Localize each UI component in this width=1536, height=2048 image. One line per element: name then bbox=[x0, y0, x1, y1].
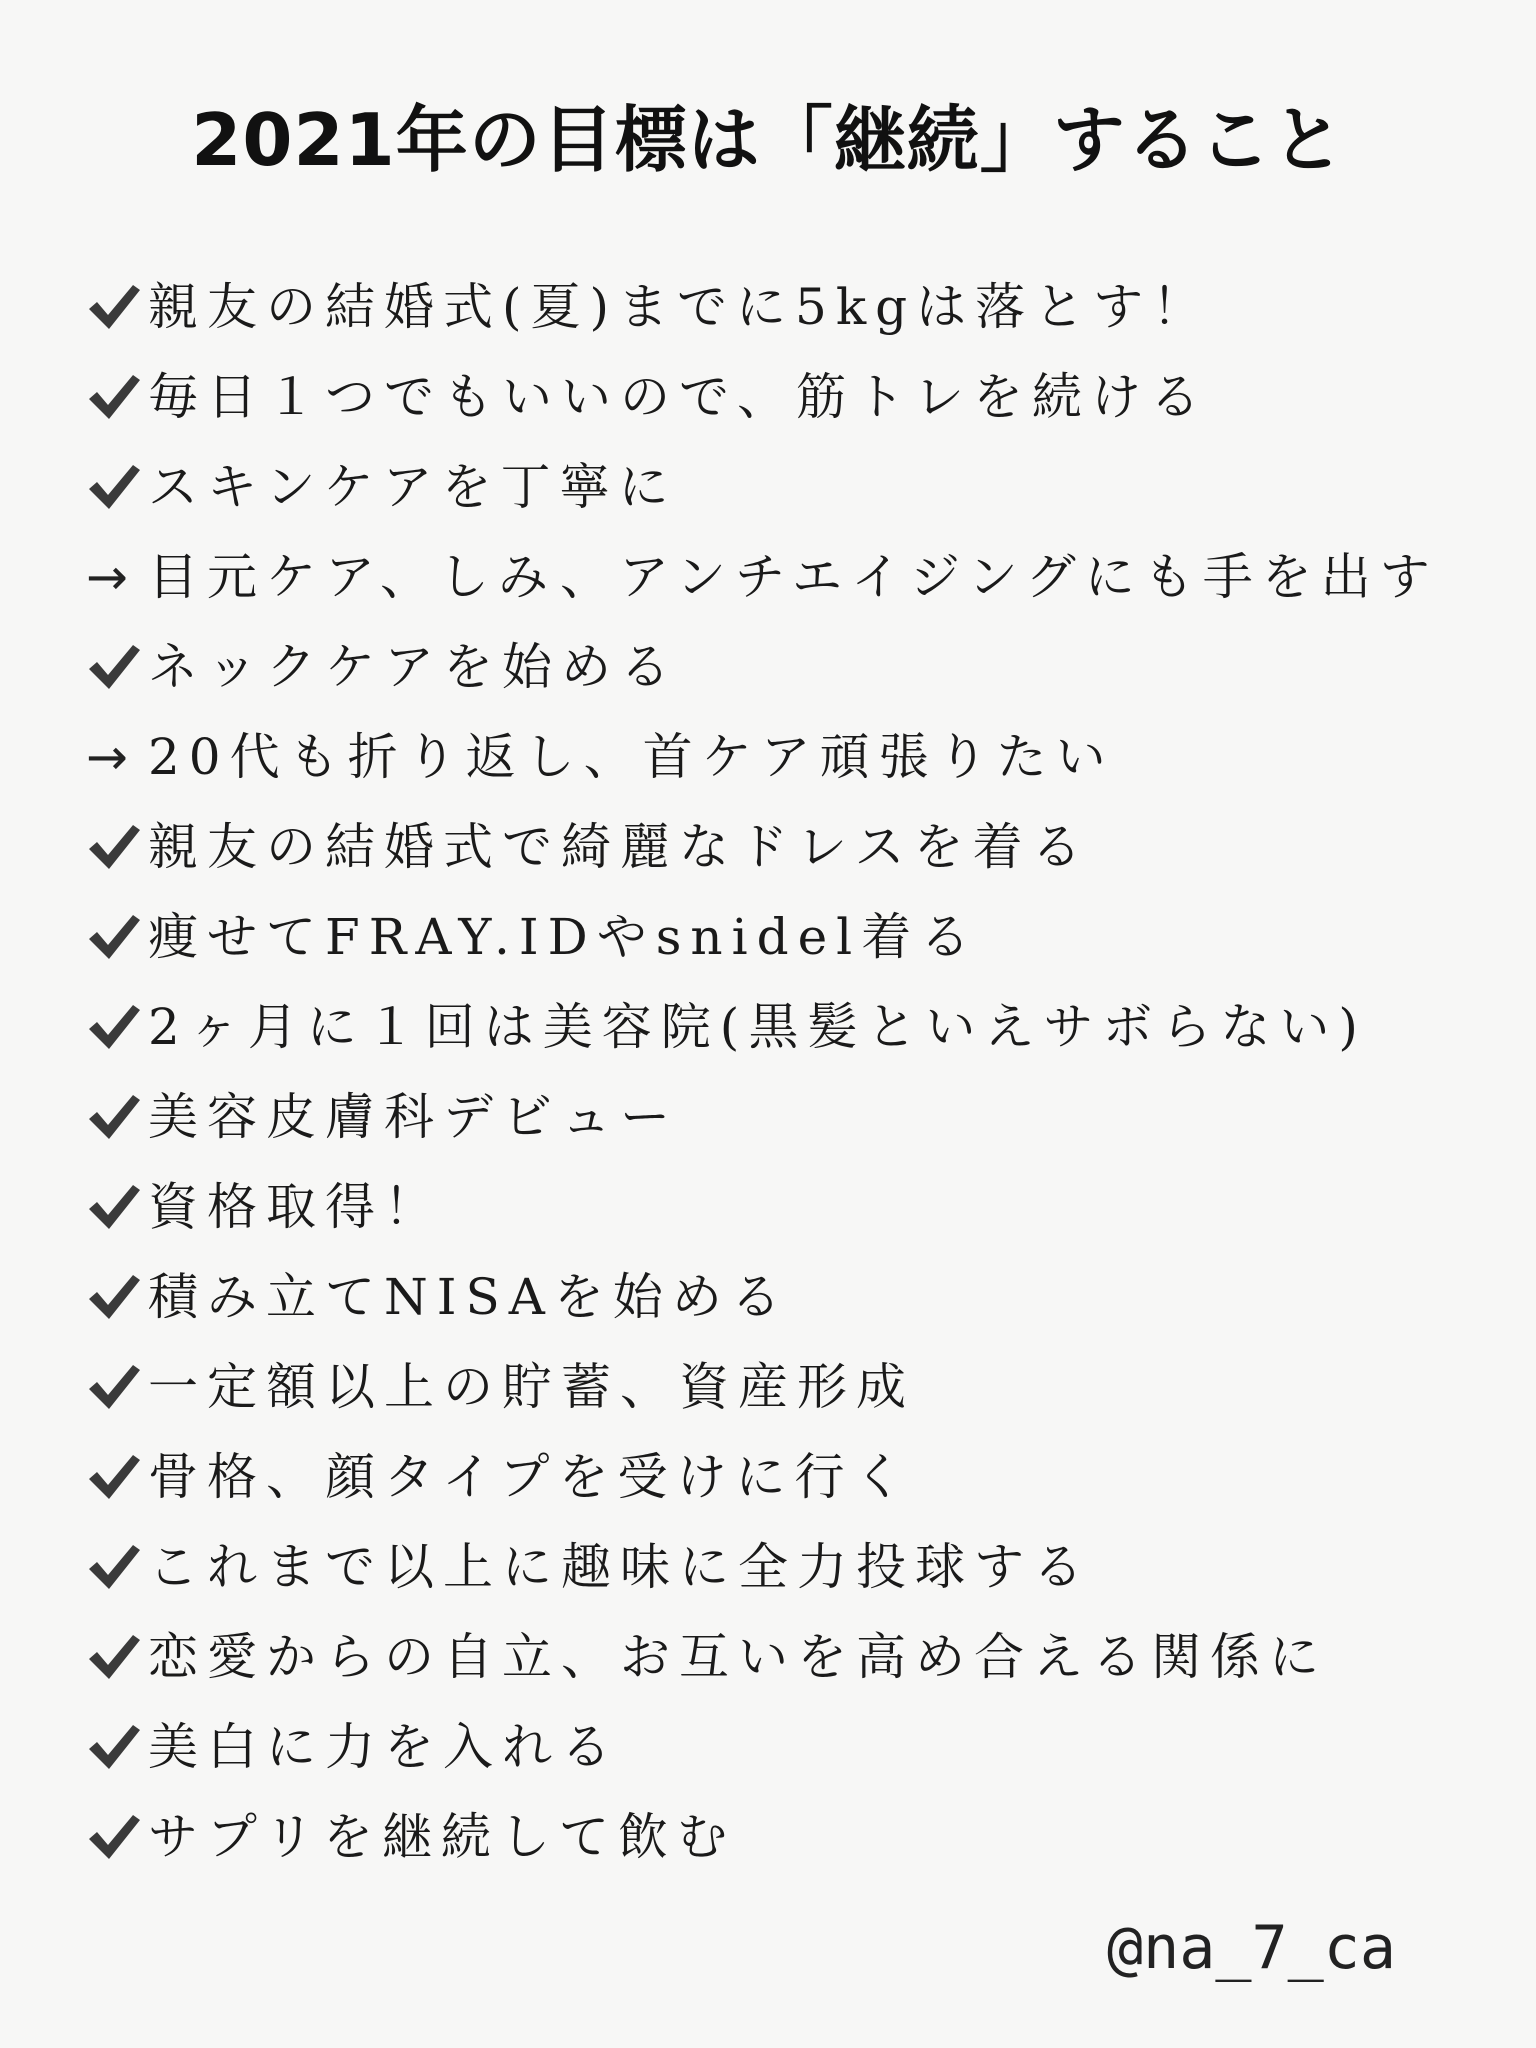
checkmark-icon bbox=[86, 999, 148, 1055]
goal-list bbox=[86, 262, 1506, 1882]
list-item bbox=[86, 442, 1506, 532]
list-item bbox=[86, 1162, 1506, 1252]
author-handle: @na_7_ca bbox=[1107, 1913, 1396, 1983]
goal-text: 資格取得！ bbox=[148, 1178, 443, 1236]
goal-text: 美白に力を入れる bbox=[148, 1718, 620, 1776]
list-item bbox=[86, 802, 1506, 892]
checkmark-icon bbox=[86, 1179, 148, 1235]
page-title: 2021年の目標は「継続」すること bbox=[191, 98, 1345, 182]
list-item bbox=[86, 1342, 1506, 1432]
goal-text: 一定額以上の貯蓄、資産形成 bbox=[148, 1358, 915, 1416]
goal-text: ネックケアを始める bbox=[148, 638, 679, 696]
checkmark-icon bbox=[86, 1269, 148, 1325]
list-item-subnote bbox=[86, 532, 1506, 622]
list-item bbox=[86, 892, 1506, 982]
checkmark-icon bbox=[86, 1629, 148, 1685]
list-item bbox=[86, 622, 1506, 712]
goal-text: これまで以上に趣味に全力投球する bbox=[148, 1538, 1092, 1596]
checkmark-icon bbox=[86, 1809, 148, 1865]
checkmark-icon bbox=[86, 1539, 148, 1595]
checkmark-icon bbox=[86, 1359, 148, 1415]
list-item bbox=[86, 1702, 1506, 1792]
checkmark-icon bbox=[86, 819, 148, 875]
goal-text: 骨格、顔タイプを受けに行く bbox=[148, 1448, 913, 1506]
checkmark-icon bbox=[86, 1449, 148, 1505]
list-item bbox=[86, 1612, 1506, 1702]
goal-text: 2ヶ月に１回は美容院(黒髪といえサボらない) bbox=[148, 998, 1367, 1056]
checkmark-icon bbox=[86, 909, 148, 965]
checkmark-icon bbox=[86, 1719, 148, 1775]
list-item bbox=[86, 262, 1506, 352]
goal-text: 痩せてFRAY.IDやsnidel着る bbox=[148, 908, 980, 966]
list-item bbox=[86, 1792, 1506, 1882]
arrow-right-icon: → bbox=[86, 548, 128, 606]
goal-subnote-text: 目元ケア、しみ、アンチエイジングにも手を出す bbox=[148, 548, 1439, 606]
goal-text: 親友の結婚式で綺麗なドレスを着る bbox=[148, 818, 1091, 876]
list-item bbox=[86, 1522, 1506, 1612]
goal-text: 親友の結婚式(夏)までに5kgは落とす！ bbox=[148, 278, 1212, 336]
checkmark-icon bbox=[86, 459, 148, 515]
goal-text: スキンケアを丁寧に bbox=[148, 458, 678, 516]
checkmark-icon bbox=[86, 1089, 148, 1145]
checkmark-icon bbox=[86, 639, 148, 695]
goal-text: 毎日１つでもいいので、筋トレを続ける bbox=[148, 368, 1209, 426]
checkmark-icon bbox=[86, 279, 148, 335]
goal-text: 積み立てNISAを始める bbox=[148, 1268, 790, 1326]
list-item bbox=[86, 1072, 1506, 1162]
checkmark-icon bbox=[86, 369, 148, 425]
arrow-right-icon: → bbox=[86, 728, 128, 786]
goal-subnote-text: 20代も折り返し、首ケア頑張りたい bbox=[148, 728, 1115, 786]
list-item bbox=[86, 1432, 1506, 1522]
list-item bbox=[86, 352, 1506, 442]
list-item-subnote bbox=[86, 712, 1506, 802]
goal-text: 美容皮膚科デビュー bbox=[148, 1088, 679, 1146]
goal-text: サプリを継続して飲む bbox=[148, 1808, 736, 1866]
list-item bbox=[86, 1252, 1506, 1342]
goal-text: 恋愛からの自立、お互いを高め合える関係に bbox=[148, 1628, 1328, 1686]
list-item bbox=[86, 982, 1506, 1072]
